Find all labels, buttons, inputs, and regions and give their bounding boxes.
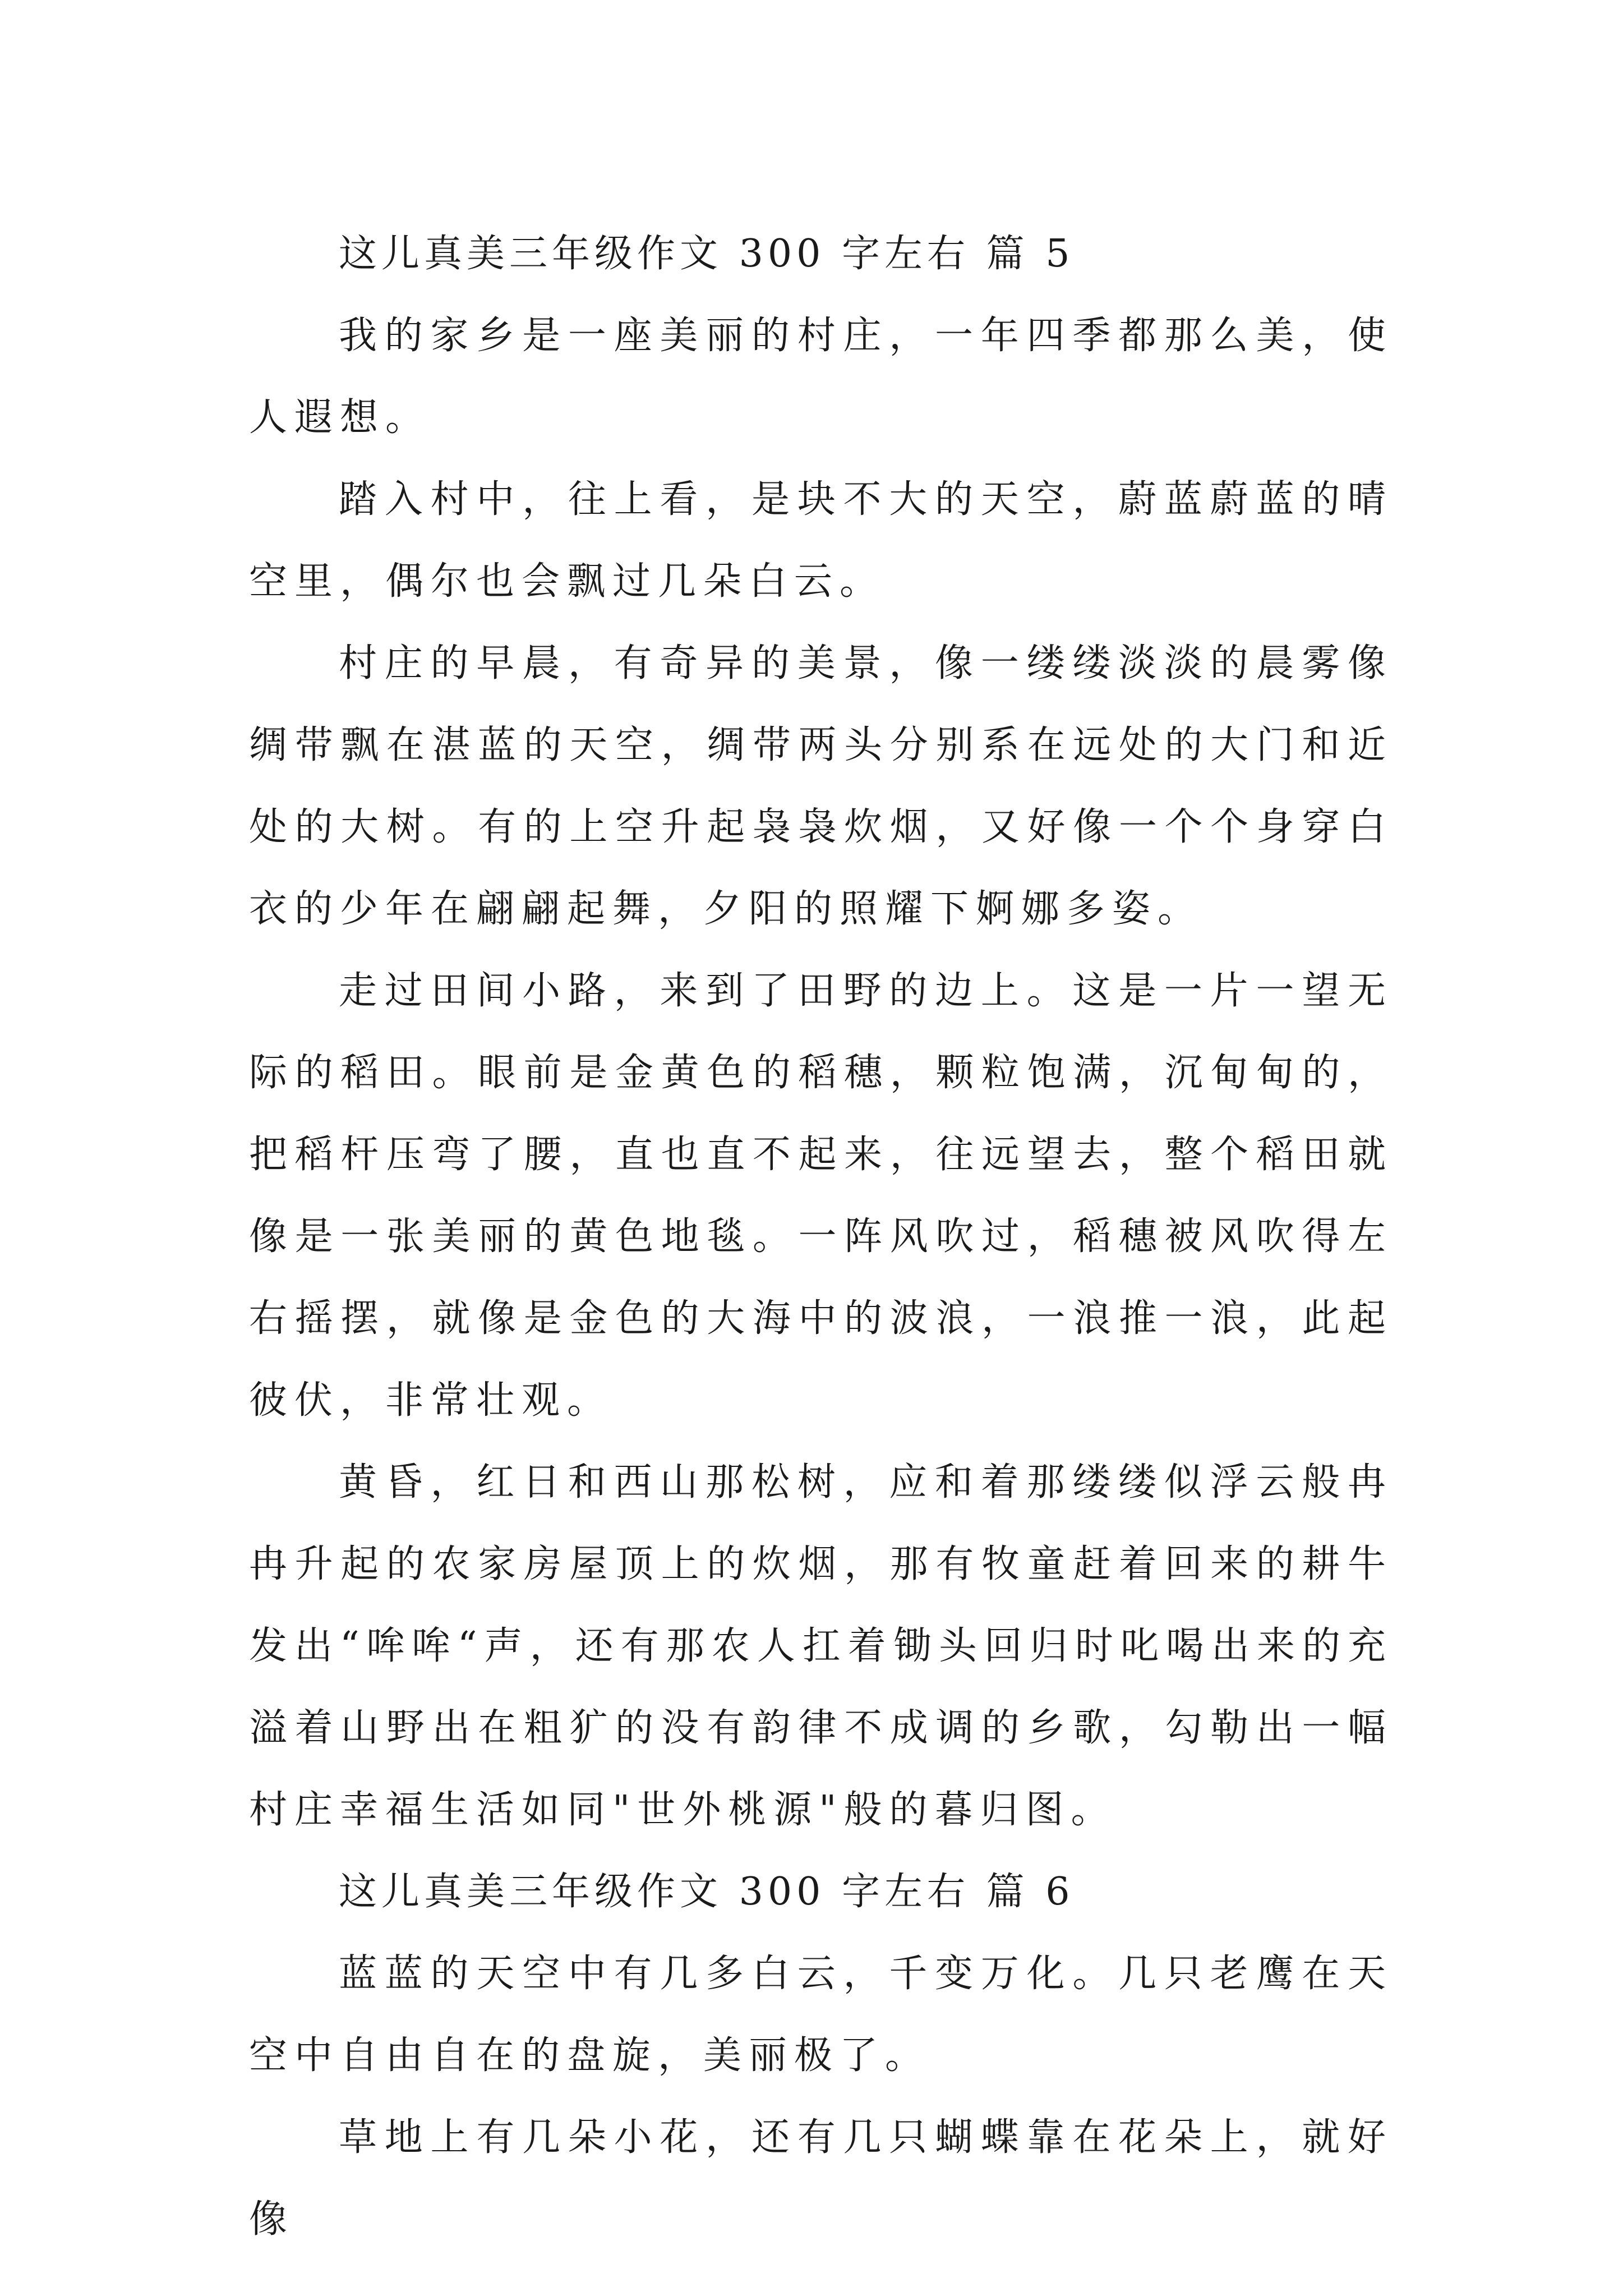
paragraph: 草地上有几朵小花，还有几只蝴蝶靠在花朵上，就好像 (249, 2115, 1393, 2242)
section-heading: 这儿真美三年级作文 300 字左右 篇 6 (339, 1870, 1075, 1914)
paragraph: 蓝蓝的天空中有几多白云，千变万化。几只老鹰在天空中自由自在的盘旋，美丽极了。 (249, 1952, 1393, 2078)
document-body (249, 213, 1393, 2261)
section-heading: 这儿真美三年级作文 300 字左右 篇 5 (339, 232, 1075, 276)
paragraph: 村庄的早晨，有奇异的美景，像一缕缕淡淡的晨雾像绸带飘在湛蓝的天空，绸带两头分别系在远处的大门和近处的大树。有的上空升起袅袅炊烟，又好像一个个身穿白衣的少年在翩翩起舞，夕阳的照耀下婀娜多姿。 (249, 641, 1393, 931)
paragraph: 踏入村中，往上看，是块不大的天空，蔚蓝蔚蓝的晴空里，偶尔也会飘过几朵白云。 (249, 477, 1393, 604)
paragraph: 走过田间小路，来到了田野的边上。这是一片一望无际的稻田。眼前是金黄色的稻穗，颗粒饱满，沉甸甸的，把稻杆压弯了腰，直也直不起来，往远望去，整个稻田就像是一张美丽的黄色地毯。一阵风吹过，稻穗被风吹得左右摇摆，就像是金色的大海中的波浪，一浪推一浪，此起彼伏，非常壮观。 (249, 969, 1393, 1423)
paragraph: 我的家乡是一座美丽的村庄，一年四季都那么美，使人遐想。 (249, 314, 1393, 440)
paragraph: 黄昏，红日和西山那松树，应和着那缕缕似浮云般冉冉升起的农家房屋顶上的炊烟，那有牧童赶着回来的耕牛发出“哞哞“声，还有那农人扛着锄头回归时叱喝出来的充溢着山野出在粗犷的没有韵律不成调的乡歌，勾勒出一幅村庄幸福生活如同"世外桃源"般的暮归图。 (249, 1460, 1393, 1832)
